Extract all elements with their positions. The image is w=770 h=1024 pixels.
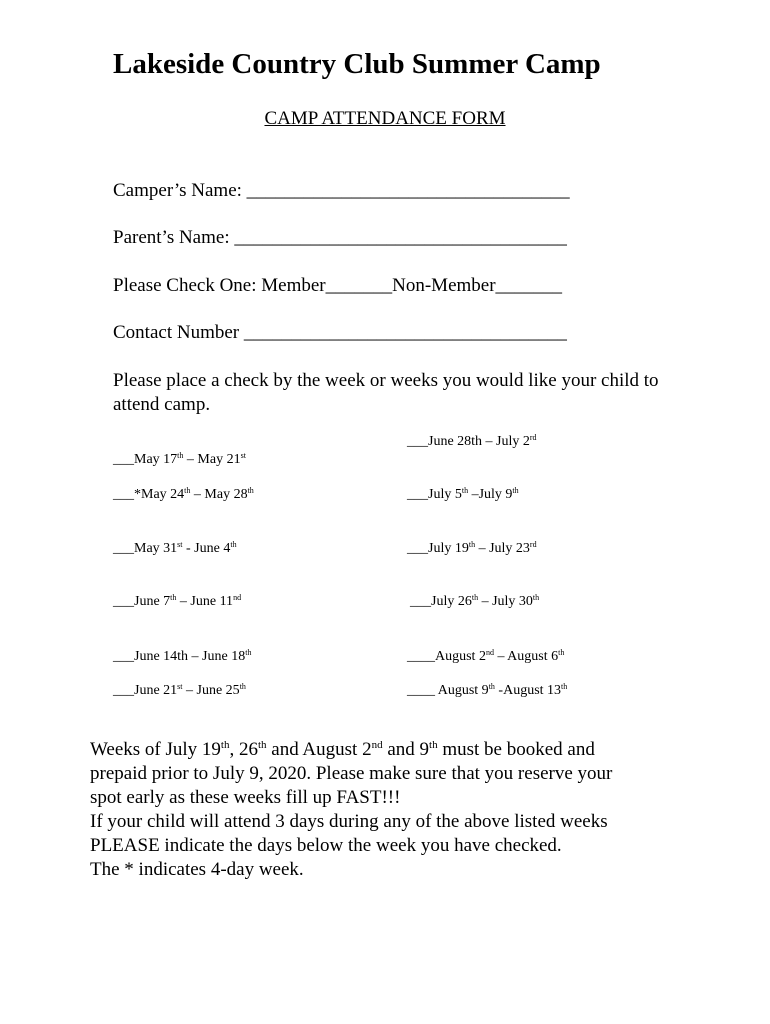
week-instructions: Please place a check by the week or weeks you would like your child to attend camp.: [113, 370, 659, 415]
week-option-may-31[interactable]: ___May 31st - June 4th: [113, 540, 237, 556]
week-option-june-7[interactable]: ___June 7th – June 11nd: [113, 593, 242, 609]
note-line-4: If your child will attend 3 days during any of the above listed weeks: [90, 811, 608, 832]
week-option-july-26[interactable]: ___July 26th – July 30th: [410, 593, 540, 609]
note-line-3: spot early as these weeks fill up FAST!!!: [90, 787, 401, 808]
week-option-june-28[interactable]: ___June 28th – July 2rd: [407, 433, 537, 449]
note-line-1: Weeks of July 19th, 26th and August 2nd and 9th must be booked and: [90, 739, 595, 760]
week-option-june-21[interactable]: ___June 21st – June 25th: [113, 682, 246, 698]
parents-name-field[interactable]: Parent’s Name: ___________________________________: [113, 227, 567, 248]
week-option-may-24[interactable]: ___*May 24th – May 28th: [113, 486, 254, 502]
membership-check-field[interactable]: Please Check One: Member_______Non-Member_______: [113, 275, 563, 296]
week-option-may-17[interactable]: ___May 17th – May 21st: [113, 451, 246, 467]
note-line-2: prepaid prior to July 9, 2020. Please make sure that you reserve your: [90, 763, 613, 784]
booking-notes: [90, 738, 612, 882]
week-option-august-2[interactable]: ____August 2nd – August 6th: [407, 648, 565, 664]
form-subtitle: CAMP ATTENDANCE FORM: [264, 108, 506, 129]
week-option-june-14[interactable]: ___June 14th – June 18th: [113, 648, 252, 664]
week-option-august-9[interactable]: ____ August 9th -August 13th: [407, 682, 568, 698]
contact-number-field[interactable]: Contact Number __________________________________: [113, 322, 567, 343]
campers-name-field[interactable]: Camper’s Name: __________________________________: [113, 180, 570, 201]
week-option-july-5[interactable]: ___July 5th –July 9th: [407, 486, 519, 502]
form-title: Lakeside Country Club Summer Camp: [113, 48, 601, 80]
week-option-july-19[interactable]: ___July 19th – July 23rd: [407, 540, 537, 556]
note-line-5: PLEASE indicate the days below the week you have checked.: [90, 835, 562, 856]
note-line-6: The * indicates 4-day week.: [90, 859, 304, 880]
